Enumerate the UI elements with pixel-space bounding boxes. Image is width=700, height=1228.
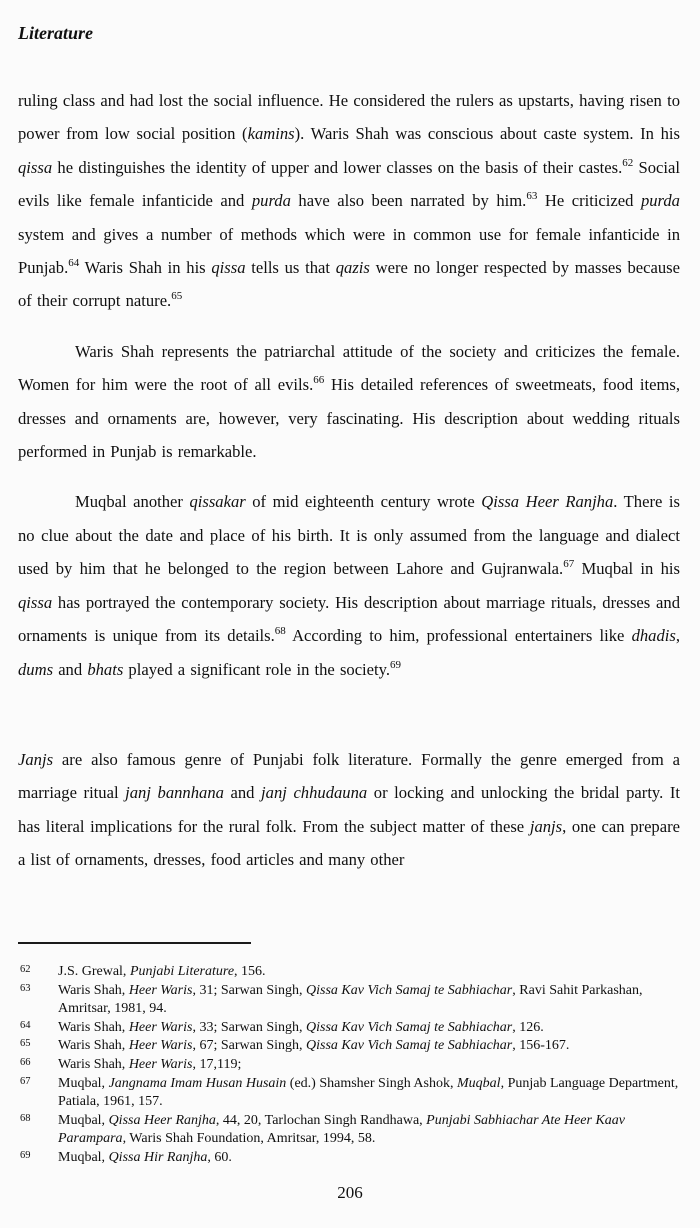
italic-text-run: janj chhudauna xyxy=(261,783,368,803)
footnote-number: 66 xyxy=(20,1056,31,1068)
italic-text-run: bhats xyxy=(87,659,124,679)
footnote-ref: 63 xyxy=(526,190,538,203)
body-text xyxy=(18,84,680,877)
text-run: Waris Shah in his xyxy=(79,258,212,278)
footnote-number: 64 xyxy=(20,1019,31,1031)
footnote-number: 62 xyxy=(20,964,31,975)
text-run: are also famous genre of Punjabi folk literature. Formally the genre emerged from a marriage ritual xyxy=(18,749,680,803)
italic-text-run: Jangnama Imam Husan Husain xyxy=(108,1075,287,1091)
italic-text-run: qissakar xyxy=(189,492,246,512)
paragraph xyxy=(18,335,680,469)
text-run: system and gives a number of methods which were in common use for female infanticide in Punjab. xyxy=(18,224,680,278)
italic-text-run: Heer Waris xyxy=(128,1038,193,1054)
text-run: , 126. xyxy=(512,1019,544,1035)
text-run: Waris Shah represents the patriarchal attitude of the society and criticizes the female. Women for him were the root of all evils. xyxy=(18,341,680,395)
footnote xyxy=(18,1037,682,1056)
text-run: Waris Shah, xyxy=(58,1038,129,1054)
text-run: Muqbal, xyxy=(58,1149,109,1165)
text-run: of mid eighteenth century wrote xyxy=(245,492,482,512)
italic-text-run: dums xyxy=(18,659,54,679)
text-run: , Ravi Sahit Parkashan, Amritsar, 1981, 94. xyxy=(58,982,643,1017)
text-run: have also been narrated by him. xyxy=(290,191,527,211)
text-run: he distinguishes the identity of upper and lower classes on the basis of their castes. xyxy=(52,157,623,177)
text-run: Muqbal another xyxy=(75,492,190,512)
text-run: Muqbal, xyxy=(58,1112,109,1128)
italic-text-run: Heer Waris xyxy=(128,1056,193,1072)
italic-text-run: Punjabi Sabhiachar Ate Heer Kaav Parampara xyxy=(58,1112,625,1147)
italic-text-run: purda xyxy=(640,191,680,211)
text-run: His detailed references of sweetmeats, food items, dresses and ornaments are, however, very fascinating. His description about wedding rituals performed in Punjab is remarkable. xyxy=(18,375,680,462)
italic-text-run: Muqbal xyxy=(457,1075,501,1091)
paragraph xyxy=(18,84,680,318)
text-run: Waris Shah, xyxy=(58,1056,129,1072)
text-run: , 31; Sarwan Singh, xyxy=(192,982,307,998)
footnote xyxy=(18,1112,682,1149)
italic-text-run: dhadis xyxy=(631,626,676,646)
footnote xyxy=(18,1019,682,1038)
footnote-ref: 65 xyxy=(171,290,183,303)
italic-text-run: Janjs xyxy=(18,749,54,769)
footnotes-block xyxy=(18,963,682,1168)
text-run: J.S. Grewal, xyxy=(58,964,130,979)
footnote-number: 68 xyxy=(20,1112,31,1124)
italic-text-run: purda xyxy=(251,191,291,211)
text-run: Muqbal, xyxy=(58,1075,109,1091)
text-run: , 44, 20, Tarlochan Singh Randhawa, xyxy=(215,1112,427,1128)
footnote-separator xyxy=(18,942,251,944)
text-run: , Waris Shah Foundation, Amritsar, 1994, 58. xyxy=(122,1131,376,1147)
italic-text-run: Punjabi Literature xyxy=(129,964,235,979)
italic-text-run: Heer Waris xyxy=(128,1019,193,1035)
text-run: . There is no clue about the date and place of his birth. It is only assumed from the language and dialect used by him that he belonged to the region between Lahore and Gujranwala. xyxy=(18,492,680,579)
italic-text-run: qissa xyxy=(211,258,246,278)
italic-text-run: Qissa Kav Vich Samaj te Sabhiachar xyxy=(306,1038,513,1054)
text-run: According to him, professional entertainers like xyxy=(285,626,632,646)
text-run: and xyxy=(53,659,88,679)
text-run: (ed.) Shamsher Singh Ashok, xyxy=(286,1075,457,1091)
italic-text-run: Heer Waris xyxy=(128,982,193,998)
text-run: or locking and unlocking the bridal party. It has literal implications for the rural folk. From the subject matter of these xyxy=(18,783,681,836)
footnote-number: 65 xyxy=(20,1038,31,1050)
text-run: Social evils like female infanticide and xyxy=(18,157,680,211)
footnote-number: 67 xyxy=(20,1075,31,1087)
footnote-ref: 66 xyxy=(313,374,325,387)
text-run: , 156. xyxy=(234,964,266,979)
text-run: , Punjab Language Department, Patiala, 1961, 157. xyxy=(58,1075,679,1110)
text-run: , 156-167. xyxy=(512,1038,570,1054)
footnote-ref: 67 xyxy=(563,558,575,571)
italic-text-run: Qissa Heer Ranjha xyxy=(481,492,614,512)
text-run: played a significant role in the society. xyxy=(123,659,391,679)
text-run: and xyxy=(223,783,262,803)
paragraph xyxy=(18,743,680,877)
italic-text-run: kamins xyxy=(247,124,295,144)
footnote-number: 69 xyxy=(20,1149,31,1161)
footnote-ref: 62 xyxy=(622,156,634,169)
footnote xyxy=(18,982,682,1019)
footnote-ref: 68 xyxy=(274,625,286,638)
paragraph xyxy=(18,485,680,685)
text-run: , 60. xyxy=(207,1149,232,1165)
section-heading: Literature xyxy=(18,23,93,43)
text-run: , xyxy=(675,626,680,646)
text-run: He criticized xyxy=(537,191,641,211)
text-run: , 33; Sarwan Singh, xyxy=(192,1019,307,1035)
page-number: 206 xyxy=(337,1183,363,1202)
italic-text-run: janj bannhana xyxy=(125,783,224,803)
italic-text-run: Qissa Kav Vich Samaj te Sabhiachar xyxy=(306,982,513,998)
italic-text-run: Qissa Kav Vich Samaj te Sabhiachar xyxy=(306,1019,513,1035)
footnote xyxy=(18,1056,682,1075)
footnote-number: 63 xyxy=(20,982,31,994)
text-run: , 17,119; xyxy=(192,1056,242,1072)
text-run: , 67; Sarwan Singh, xyxy=(192,1038,307,1054)
italic-text-run: qissa xyxy=(18,592,53,612)
footnote-ref: 64 xyxy=(68,257,80,270)
text-run: Muqbal in his xyxy=(574,559,680,579)
footnote-ref: 69 xyxy=(390,658,402,671)
text-run: Waris Shah, xyxy=(58,982,129,998)
text-run: were no longer respected by masses because of their corrupt nature. xyxy=(18,258,680,311)
italic-text-run: qazis xyxy=(335,258,370,278)
italic-text-run: Qissa Heer Ranjha xyxy=(108,1112,216,1128)
text-run: ). Waris Shah was conscious about caste system. In his xyxy=(294,124,680,144)
footnote xyxy=(18,1075,682,1112)
italic-text-run: Qissa Hir Ranjha xyxy=(108,1149,208,1165)
italic-text-run: janjs xyxy=(529,816,563,836)
footnote xyxy=(18,1149,682,1168)
text-run: , one can prepare a list of ornaments, dresses, food articles and many other xyxy=(18,816,680,870)
text-run: tells us that xyxy=(245,258,336,278)
italic-text-run: qissa xyxy=(18,157,53,177)
text-run: Waris Shah, xyxy=(58,1019,129,1035)
footnote xyxy=(18,963,682,982)
text-run: ruling class and had lost the social influence. He considered the rulers as upstarts, having risen to power from low social position ( xyxy=(18,91,680,144)
text-run: has portrayed the contemporary society. His description about marriage rituals, dresses and ornaments is unique from its details. xyxy=(18,592,680,646)
